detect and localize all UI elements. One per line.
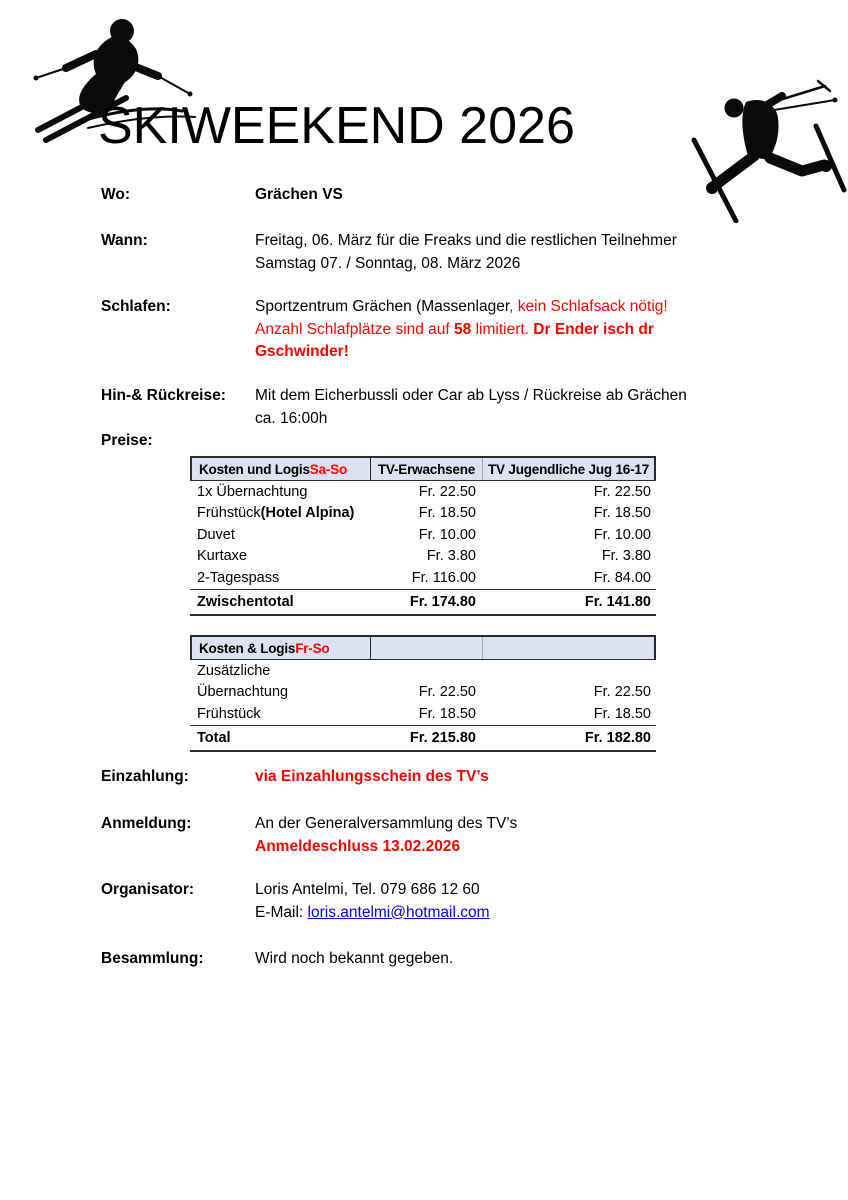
page-title: SKIWEEKEND 2026	[98, 97, 575, 155]
schlafen-line2: Anzahl Schlafplätze sind auf 58 limitiert. Dr Ender isch dr	[255, 320, 654, 338]
cell-youth: Fr. 141.80	[584, 593, 651, 610]
email-link[interactable]: loris.antelmi@hotmail.com	[307, 903, 490, 921]
section-value: via Einzahlungsschein des TV’s	[255, 768, 489, 785]
header-cell-youth: TV Jugendliche Jug 16-17	[488, 461, 649, 477]
section-label: Organisator:	[101, 881, 195, 898]
cell-adult: Fr. 18.50	[418, 705, 476, 722]
cell-name: Kurtaxe	[197, 548, 247, 565]
header-cell-adults	[371, 637, 483, 659]
cell-adult: Fr. 18.50	[418, 505, 476, 522]
organisator-email-line: E-Mail: loris.antelmi@hotmail.com	[255, 903, 490, 921]
cell-name: Zwischentotal	[197, 593, 294, 610]
subtotal-row	[190, 589, 656, 616]
table-row	[190, 546, 656, 568]
wann-line2: Samstag 07. / Sonntag, 08. März 2026	[255, 254, 521, 272]
section-label: Anmeldung:	[101, 815, 192, 832]
cell-youth: Fr. 10.00	[593, 526, 651, 543]
header-cell-adults: TV-Erwachsene	[371, 458, 483, 480]
section-organisator	[101, 879, 781, 924]
section-wo	[101, 184, 781, 207]
section-reise	[101, 385, 781, 430]
cell-youth: Fr. 18.50	[593, 705, 651, 722]
section-einzahlung	[101, 766, 781, 789]
cell-adult: Fr. 116.00	[411, 569, 476, 586]
cell-youth: Fr. 3.80	[601, 548, 651, 565]
table-row	[190, 481, 656, 503]
reise-line1: Mit dem Eicherbussli oder Car ab Lyss / Rückreise ab Grächen	[255, 387, 687, 404]
table-row	[190, 524, 656, 546]
cell-youth: Fr. 18.50	[593, 505, 651, 522]
cell-adult: Fr. 215.80	[409, 729, 476, 746]
section-label: Schlafen:	[101, 298, 171, 315]
section-anmeldung	[101, 813, 781, 858]
anmeldung-deadline: Anmeldeschluss 13.02.2026	[255, 837, 461, 855]
table-row	[190, 503, 656, 525]
table-row	[190, 660, 656, 703]
cell-adult: Fr. 3.80	[426, 548, 476, 565]
cell-youth: Fr. 84.00	[593, 569, 651, 586]
section-label: Besammlung:	[101, 950, 204, 967]
section-wann	[101, 230, 781, 275]
table-header-row	[190, 635, 656, 660]
cell-adult: Fr. 10.00	[418, 526, 476, 543]
cell-adult: Fr. 174.80	[409, 593, 476, 610]
organisator-line1: Loris Antelmi, Tel. 079 686 12 60	[255, 881, 480, 898]
schlafen-line1: Sportzentrum Grächen (Massenlager, kein Schlafsack nötig!	[255, 298, 668, 315]
schlafen-line3: Gschwinder!	[255, 343, 349, 360]
section-preise	[101, 430, 781, 453]
price-table-fr-so	[190, 635, 656, 752]
cell-name: 1x Übernachtung	[197, 483, 308, 500]
reise-line2: ca. 16:00h	[255, 409, 328, 427]
cell-youth: Fr. 22.50	[593, 684, 651, 700]
cell-name: Frühstück (Hotel Alpina)	[197, 505, 355, 522]
section-value: Grächen VS	[255, 186, 343, 203]
cell-adult: Fr. 22.50	[418, 684, 476, 700]
section-besammlung	[101, 948, 781, 971]
section-value: Wird noch bekannt gegeben.	[255, 950, 454, 967]
price-table-sa-so	[190, 456, 656, 616]
wann-line1: Freitag, 06. März für die Freaks und die restlichen Teilnehmer	[255, 232, 677, 249]
table-row	[190, 703, 656, 725]
cell-name: Zusätzliche Übernachtung	[197, 663, 289, 700]
cell-name: Duvet	[197, 526, 235, 543]
cell-adult: Fr. 22.50	[418, 483, 476, 500]
cell-youth: Fr. 182.80	[584, 729, 651, 746]
header-cell-title: Kosten und Logis Sa-So	[192, 458, 371, 480]
cell-name: Total	[197, 729, 231, 746]
table-header-row	[190, 456, 656, 481]
section-label: Wo:	[101, 186, 130, 203]
anmeldung-line1: An der Generalversammlung des TV’s	[255, 815, 518, 832]
section-schlafen	[101, 296, 781, 364]
cell-name: Frühstück	[197, 705, 261, 722]
header-cell-youth	[483, 637, 654, 659]
section-label: Einzahlung:	[101, 768, 189, 785]
section-label: Wann:	[101, 232, 148, 249]
cell-youth: Fr. 22.50	[593, 483, 651, 500]
total-row	[190, 725, 656, 752]
section-label: Preise:	[101, 432, 153, 449]
header-cell-title: Kosten & Logis Fr-So	[192, 637, 371, 659]
cell-name: 2-Tagespass	[197, 569, 280, 586]
table-row	[190, 567, 656, 589]
section-label: Hin-& Rückreise:	[101, 387, 226, 404]
